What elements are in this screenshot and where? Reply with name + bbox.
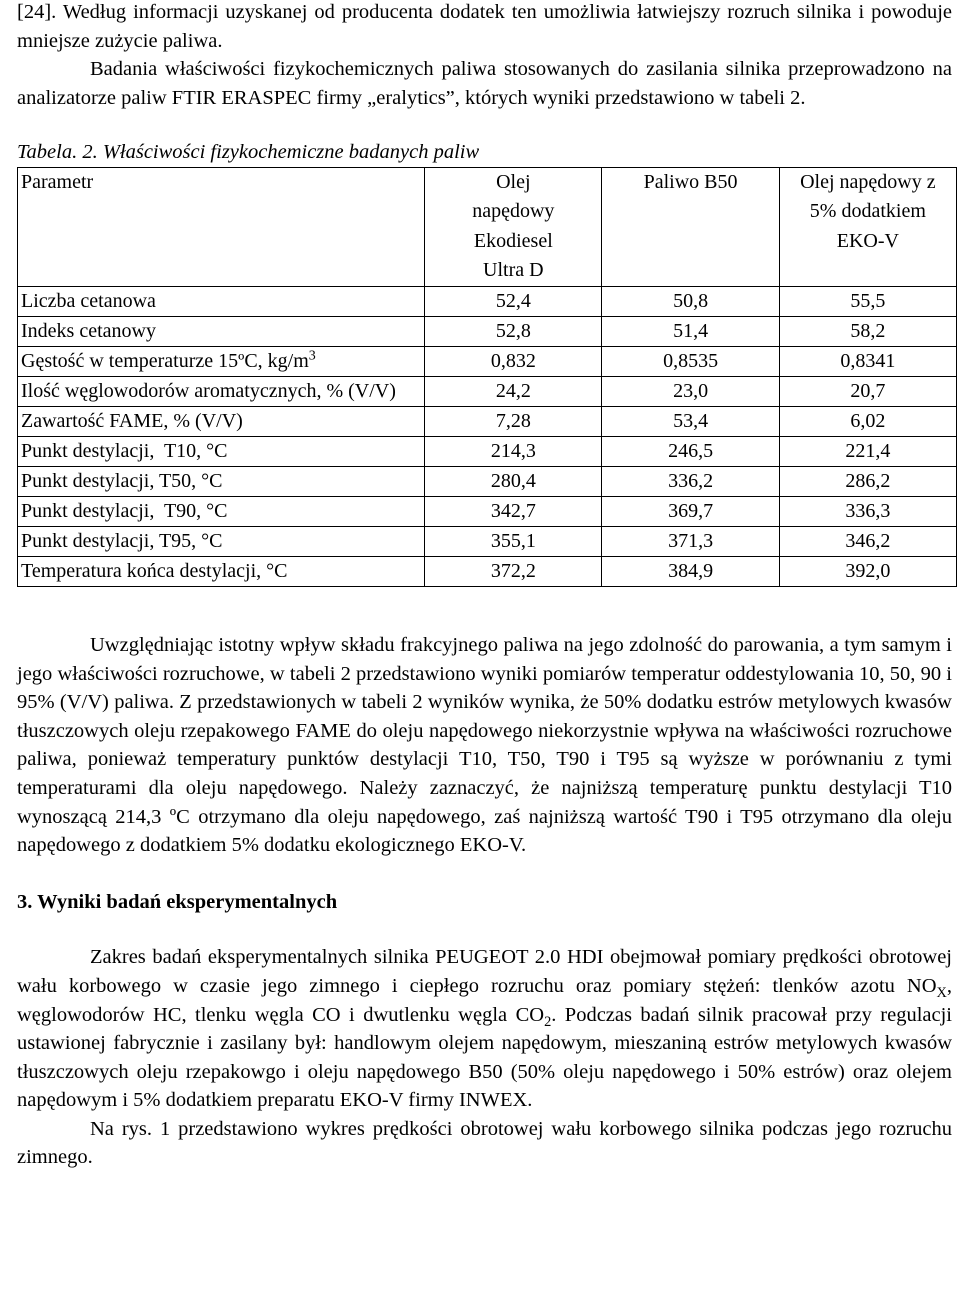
cell-value: 53,4 bbox=[602, 406, 779, 436]
cell-param: Ilość węglowodorów aromatycznych, % (V/V) bbox=[18, 376, 425, 406]
table-row bbox=[18, 466, 957, 496]
spacer bbox=[17, 587, 952, 631]
discussion-paragraph: Uwzględniając istotny wpływ składu frakcyjnego paliwa na jego zdolność do parowania, a tym samym i jego właściwości rozruchowe, w tabeli 2 przedstawiono wyniki pomiarów temperatur oddestylowania 10, 50, 90 i 95% (V/V) paliwa. Z przedstawionych w tabeli 2 wyników wynika, że 50% dodatku estrów metylowych kwasów tłuszczowych oleju rzepakowego FAME do oleju napędowego niekorzystnie wpływa na właściwości rozruchowe paliwa, ponieważ temperatury punktów destylacji T10, T50, T90 i T95 są wyższe w porównaniu z tymi temperaturami dla oleju napędowego. Należy zaznaczyć, że najniższą temperaturę punktu destylacji T10 wynoszącą 214,3 ºC otrzymano dla oleju napędowego, zaś najniższą wartość T90 i T95 otrzymano dla oleju napędowego z dodatkiem 5% dodatku ekologicznego EKO-V. bbox=[17, 633, 952, 857]
intro-paragraph-1: [24]. Według informacji uzyskanej od producenta dodatek ten umożliwia łatwiejszy rozruch silnika i powoduje mniejsze zużycie paliwa. bbox=[17, 1, 952, 52]
table-row bbox=[18, 406, 957, 436]
cell-value: 214,3 bbox=[425, 436, 602, 466]
section3-p1-text-b: , węglowodorów HC, tlenku węgla CO i dwutlenku węgla CO bbox=[17, 974, 952, 1026]
table-row bbox=[18, 316, 957, 346]
cell-value: 0,832 bbox=[425, 346, 602, 376]
subscript-2: 2 bbox=[544, 1013, 552, 1030]
section-heading: 3. Wyniki badań eksperymentalnych bbox=[17, 890, 338, 913]
header-eko-v bbox=[779, 167, 956, 286]
intro-paragraph-2: Badania właściwości fizykochemicznych paliwa stosowanych do zasilania silnika przeprowadzono na analizatorze paliw FTIR ERASPEC firmy „eralytics”, których wyniki przedstawiono w tabeli 2. bbox=[17, 58, 952, 109]
cell-value: 0,8535 bbox=[602, 346, 779, 376]
cell-param-text: Gęstość w temperaturze 15ºC, kg/m bbox=[21, 349, 309, 372]
section3-p1-text-c: . Podczas badań silnik pracował przy regulacji ustawionej fabrycznie i zasilany był: handlowym olejem napędowym, mieszaniną estrów metylowych kwasów tłuszczowych oleju rzepakowgo i oleju napędowego B50 (50% oleju napędowego i 50% estrów) oraz olejem napędowym i 5% dodatkiem preparatu EKO-V firmy INWEX. bbox=[17, 1003, 952, 1112]
table-caption: Tabela. 2. Właściwości fizykochemiczne badanych paliw bbox=[17, 141, 480, 164]
table-row bbox=[18, 376, 957, 406]
cell-value: 346,2 bbox=[779, 526, 956, 556]
cell-value: 336,3 bbox=[779, 496, 956, 526]
table-row bbox=[18, 556, 957, 586]
section3-paragraph-1 bbox=[17, 943, 952, 1115]
cell-param: Temperatura końca destylacji, °C bbox=[18, 556, 425, 586]
document-page bbox=[17, 0, 952, 1172]
cell-value: 0,8341 bbox=[779, 346, 956, 376]
cell-param: Zawartość FAME, % (V/V) bbox=[18, 406, 425, 436]
header-eko-v-text: Olej napędowy z 5% dodatkiem EKO-V bbox=[800, 170, 936, 252]
cell-value: 342,7 bbox=[425, 496, 602, 526]
cell-param: Punkt destylacji, T90, °C bbox=[18, 496, 425, 526]
cell-value: 280,4 bbox=[425, 466, 602, 496]
cell-value: 55,5 bbox=[779, 286, 956, 316]
cell-value: 6,02 bbox=[779, 406, 956, 436]
cell-value: 355,1 bbox=[425, 526, 602, 556]
cell-value: 372,2 bbox=[425, 556, 602, 586]
table-row bbox=[18, 436, 957, 466]
cell-value: 23,0 bbox=[602, 376, 779, 406]
cell-value: 384,9 bbox=[602, 556, 779, 586]
properties-table bbox=[17, 167, 957, 587]
section3-paragraph-2: Na rys. 1 przedstawiono wykres prędkości obrotowej wału korbowego silnika podczas jego rozruchu zimnego. bbox=[17, 1117, 952, 1169]
table-row bbox=[18, 286, 957, 316]
cell-value: 246,5 bbox=[602, 436, 779, 466]
cell-param: Punkt destylacji, T95, °C bbox=[18, 526, 425, 556]
header-ekodiesel-text: Olej napędowy Ekodiesel Ultra D bbox=[472, 170, 555, 282]
header-parametr: Parametr bbox=[18, 167, 425, 286]
header-b50: Paliwo B50 bbox=[602, 167, 779, 286]
superscript: 3 bbox=[308, 348, 316, 364]
cell-value: 58,2 bbox=[779, 316, 956, 346]
cell-value: 392,0 bbox=[779, 556, 956, 586]
section3-p1-text-a: Zakres badań eksperymentalnych silnika PEUGEOT 2.0 HDI obejmował pomiary prędkości obrotowej wału korbowego w czasie jego zimnego i ciepłego rozruchu oraz pomiary stężeń: tlenków azotu NO bbox=[17, 946, 952, 997]
cell-param: Punkt destylacji, T50, °C bbox=[18, 466, 425, 496]
cell-value: 52,4 bbox=[425, 286, 602, 316]
cell-value: 336,2 bbox=[602, 466, 779, 496]
cell-value: 24,2 bbox=[425, 376, 602, 406]
cell-value: 371,3 bbox=[602, 526, 779, 556]
cell-param: Indeks cetanowy bbox=[18, 316, 425, 346]
cell-value: 20,7 bbox=[779, 376, 956, 406]
cell-param bbox=[18, 346, 425, 376]
subscript-x: X bbox=[936, 985, 947, 1001]
cell-value: 369,7 bbox=[602, 496, 779, 526]
header-ekodiesel bbox=[425, 167, 602, 286]
cell-value: 50,8 bbox=[602, 286, 779, 316]
table-row bbox=[18, 526, 957, 556]
cell-param: Liczba cetanowa bbox=[18, 286, 425, 316]
cell-value: 52,8 bbox=[425, 316, 602, 346]
table-header-row bbox=[18, 167, 957, 286]
table-row bbox=[18, 346, 957, 376]
cell-value: 7,28 bbox=[425, 406, 602, 436]
cell-param: Punkt destylacji, T10, °C bbox=[18, 436, 425, 466]
table-row bbox=[18, 496, 957, 526]
cell-value: 221,4 bbox=[779, 436, 956, 466]
cell-value: 51,4 bbox=[602, 316, 779, 346]
cell-value: 286,2 bbox=[779, 466, 956, 496]
